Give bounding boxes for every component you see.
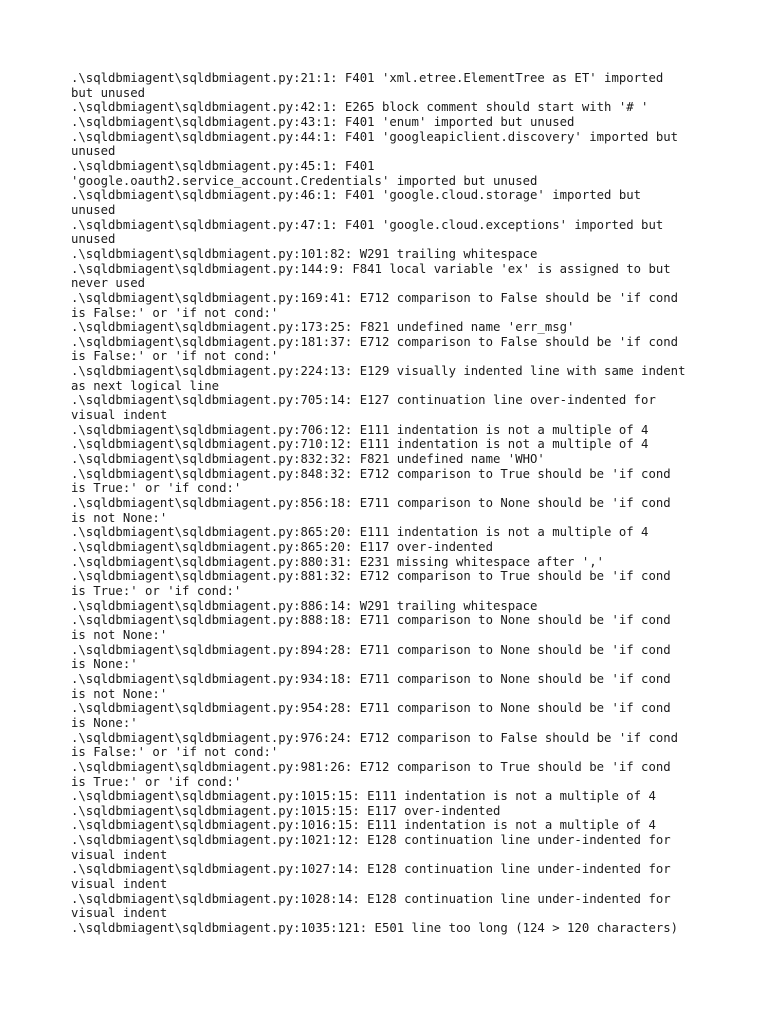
lint-message: .\sqldbmiagent\sqldbmiagent.py:21:1: F401 'xml.etree.ElementTree as ET' imported but unused	[71, 71, 664, 100]
lint-message: .\sqldbmiagent\sqldbmiagent.py:710:12: E111 indentation is not a multiple of 4	[71, 437, 649, 452]
lint-message: .\sqldbmiagent\sqldbmiagent.py:856:18: E711 comparison to None should be 'if cond is not None:'	[71, 496, 671, 525]
lint-message: .\sqldbmiagent\sqldbmiagent.py:42:1: E265 block comment should start with '# '	[71, 100, 649, 115]
lint-message: .\sqldbmiagent\sqldbmiagent.py:888:18: E711 comparison to None should be 'if cond is not None:'	[71, 613, 671, 642]
lint-message: .\sqldbmiagent\sqldbmiagent.py:224:13: E129 visually indented line with same indent as next logical line	[71, 364, 686, 393]
lint-message: .\sqldbmiagent\sqldbmiagent.py:1035:121: E501 line too long (124 > 120 characters)	[71, 921, 679, 936]
lint-message: .\sqldbmiagent\sqldbmiagent.py:47:1: F401 'google.cloud.exceptions' imported but unused	[71, 217, 664, 247]
lint-message: .\sqldbmiagent\sqldbmiagent.py:894:28: E711 comparison to None should be 'if cond is None:'	[71, 642, 671, 672]
lint-message: .\sqldbmiagent\sqldbmiagent.py:832:32: F821 undefined name 'WHO'	[71, 452, 545, 467]
lint-message: .\sqldbmiagent\sqldbmiagent.py:934:18: E711 comparison to None should be 'if cond is not None:'	[71, 671, 671, 701]
lint-message: .\sqldbmiagent\sqldbmiagent.py:181:37: E712 comparison to False should be 'if cond is False:' or 'if not cond:'	[71, 334, 679, 364]
lint-message: .\sqldbmiagent\sqldbmiagent.py:1015:15: E117 over-indented	[71, 803, 501, 818]
lint-message: .\sqldbmiagent\sqldbmiagent.py:865:20: E111 indentation is not a multiple of 4	[71, 525, 649, 540]
lint-message: .\sqldbmiagent\sqldbmiagent.py:169:41: E712 comparison to False should be 'if cond is False:' or 'if not cond:'	[71, 290, 679, 320]
lint-message: .\sqldbmiagent\sqldbmiagent.py:976:24: E712 comparison to False should be 'if cond is False:' or 'if not cond:'	[71, 730, 679, 760]
lint-message: .\sqldbmiagent\sqldbmiagent.py:101:82: W291 trailing whitespace	[71, 246, 538, 261]
lint-message: .\sqldbmiagent\sqldbmiagent.py:46:1: F401 'google.cloud.storage' imported but unused	[71, 188, 642, 217]
lint-message: .\sqldbmiagent\sqldbmiagent.py:848:32: E712 comparison to True should be 'if cond is True:' or 'if cond:'	[71, 466, 671, 496]
lint-message: .\sqldbmiagent\sqldbmiagent.py:881:32: E712 comparison to True should be 'if cond is True:' or 'if cond:'	[71, 569, 671, 598]
lint-message: .\sqldbmiagent\sqldbmiagent.py:1021:12: E128 continuation line under-indented for visual indent	[71, 833, 671, 862]
lint-message: .\sqldbmiagent\sqldbmiagent.py:981:26: E712 comparison to True should be 'if cond is True:' or 'if cond:'	[71, 759, 671, 789]
lint-message: .\sqldbmiagent\sqldbmiagent.py:1028:14: E128 continuation line under-indented for visual indent	[71, 891, 671, 921]
lint-message: .\sqldbmiagent\sqldbmiagent.py:865:20: E117 over-indented	[71, 540, 493, 554]
lint-message: .\sqldbmiagent\sqldbmiagent.py:43:1: F401 'enum' imported but unused	[71, 114, 575, 129]
lint-message: .\sqldbmiagent\sqldbmiagent.py:886:14: W291 trailing whitespace	[71, 598, 538, 613]
lint-message: .\sqldbmiagent\sqldbmiagent.py:954:28: E711 comparison to None should be 'if cond is None:'	[71, 701, 671, 730]
lint-message: .\sqldbmiagent\sqldbmiagent.py:1016:15: E111 indentation is not a multiple of 4	[71, 818, 656, 833]
lint-message: .\sqldbmiagent\sqldbmiagent.py:706:12: E111 indentation is not a multiple of 4	[71, 422, 649, 437]
lint-message: .\sqldbmiagent\sqldbmiagent.py:144:9: F841 local variable 'ex' is assigned to but never used	[71, 261, 671, 291]
lint-message: .\sqldbmiagent\sqldbmiagent.py:45:1: F401 'google.oauth2.service_account.Credentials' imported but unused	[71, 158, 538, 188]
lint-message: .\sqldbmiagent\sqldbmiagent.py:1027:14: E128 continuation line under-indented for visual indent	[71, 862, 671, 892]
lint-message: .\sqldbmiagent\sqldbmiagent.py:880:31: E231 missing whitespace after ','	[71, 554, 605, 569]
lint-message: .\sqldbmiagent\sqldbmiagent.py:705:14: E127 continuation line over-indented for visual indent	[71, 393, 656, 423]
lint-message: .\sqldbmiagent\sqldbmiagent.py:1015:15: E111 indentation is not a multiple of 4	[71, 789, 656, 804]
lint-message: .\sqldbmiagent\sqldbmiagent.py:173:25: F821 undefined name 'err_msg'	[71, 320, 575, 335]
lint-output-document	[71, 71, 711, 936]
lint-message: .\sqldbmiagent\sqldbmiagent.py:44:1: F401 'googleapiclient.discovery' imported but unused	[71, 129, 679, 159]
